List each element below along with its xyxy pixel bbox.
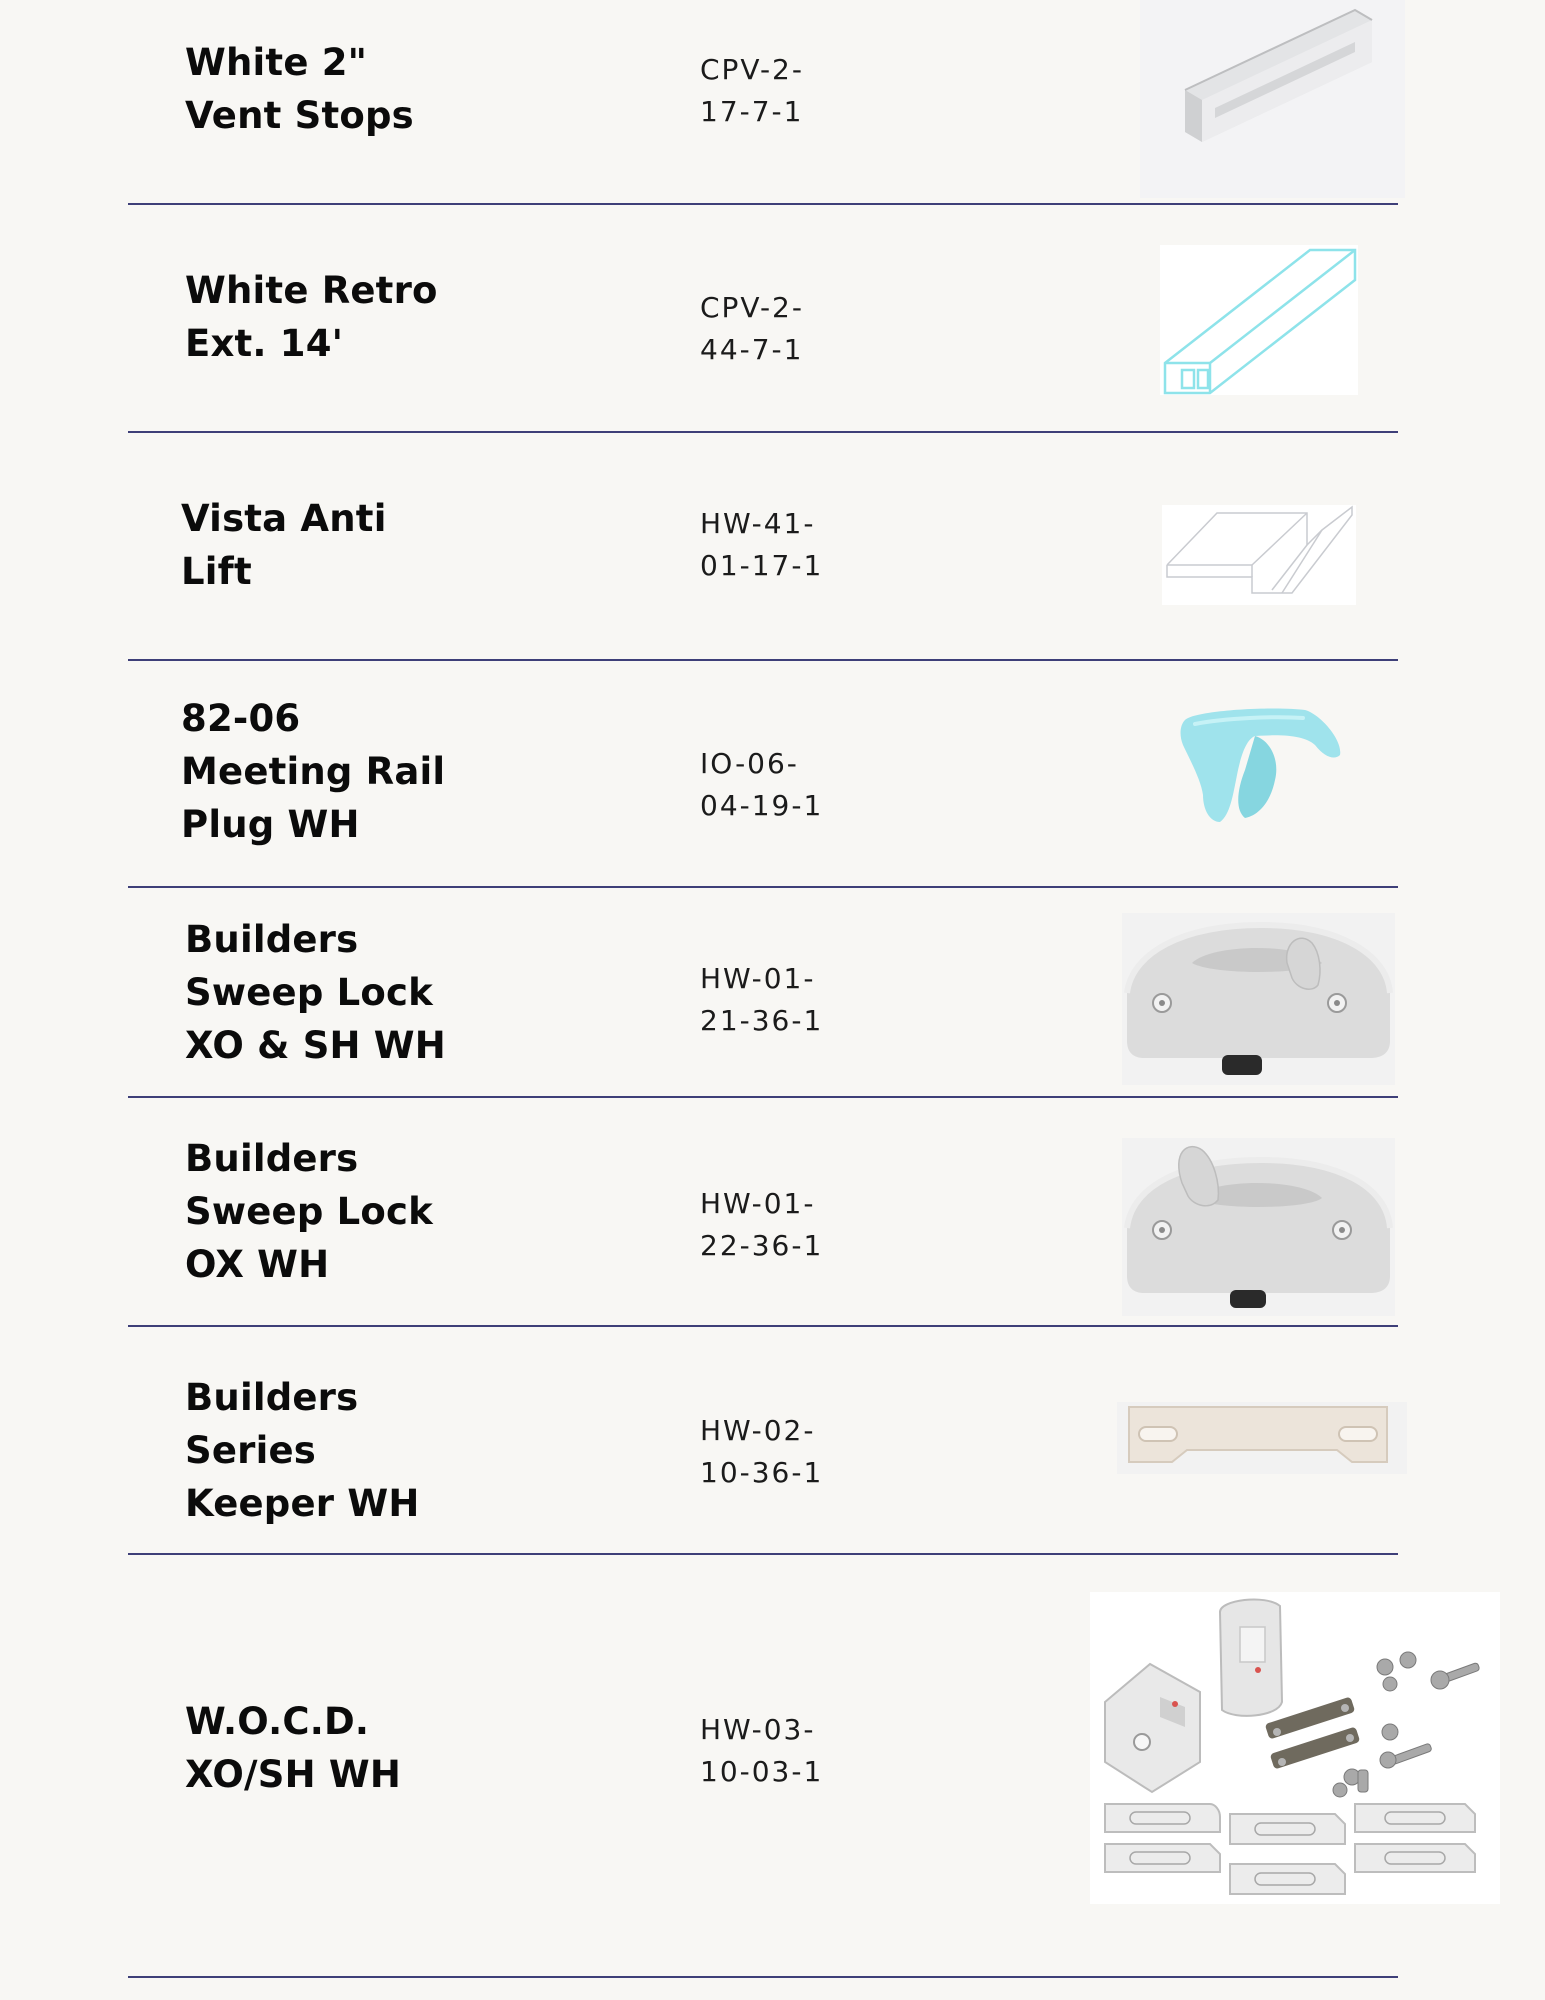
product-name: Vista Anti Lift <box>181 497 387 593</box>
product-code: HW-02- 10-36-1 <box>700 1414 824 1489</box>
row-divider <box>128 1325 1398 1327</box>
product-code: HW-03- 10-03-1 <box>700 1713 824 1788</box>
retro-extrusion-profile-icon <box>1160 245 1358 395</box>
white-channel-vent-stop-icon <box>1140 0 1405 198</box>
keeper-bar-icon <box>1117 1402 1407 1474</box>
row-divider <box>128 431 1398 433</box>
product-code: CPV-2- 17-7-1 <box>700 53 804 128</box>
product-name: White 2" Vent Stops <box>185 41 414 137</box>
row-divider <box>128 659 1398 661</box>
product-name: Builders Sweep Lock XO & SH WH <box>185 918 446 1067</box>
product-code: HW-01- 22-36-1 <box>700 1187 824 1262</box>
meeting-rail-plug-icon <box>1175 700 1345 830</box>
anti-lift-profile-icon <box>1162 505 1356 605</box>
row-divider <box>128 203 1398 205</box>
product-code: CPV-2- 44-7-1 <box>700 291 804 366</box>
product-name: Builders Sweep Lock OX WH <box>185 1137 433 1286</box>
wocd-hardware-kit-icon <box>1090 1592 1500 1904</box>
sweep-lock-xo-icon <box>1122 913 1395 1085</box>
row-divider <box>128 1096 1398 1098</box>
product-code: IO-06- 04-19-1 <box>700 747 824 822</box>
product-code: HW-01- 21-36-1 <box>700 962 824 1037</box>
product-name: W.O.C.D. XO/SH WH <box>185 1700 402 1796</box>
row-divider <box>128 1976 1398 1978</box>
sweep-lock-ox-icon <box>1122 1138 1395 1316</box>
row-divider <box>128 886 1398 888</box>
product-code: HW-41- 01-17-1 <box>700 507 824 582</box>
product-name: Builders Series Keeper WH <box>185 1376 420 1525</box>
row-divider <box>128 1553 1398 1555</box>
product-name: 82-06 Meeting Rail Plug WH <box>181 697 446 846</box>
product-name: White Retro Ext. 14' <box>185 269 438 365</box>
